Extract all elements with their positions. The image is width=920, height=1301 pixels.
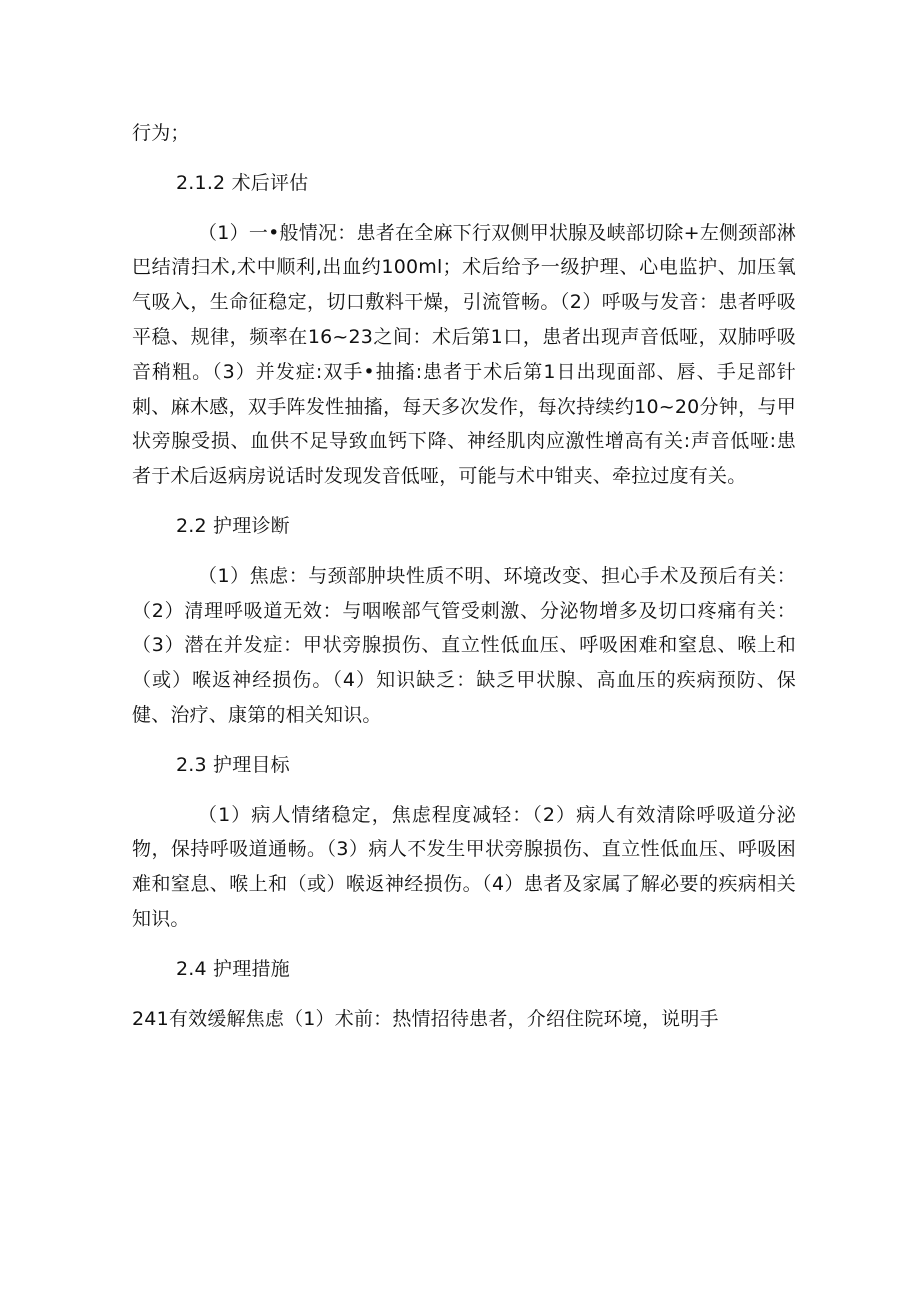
section-heading-postop-assessment: 2.1.2 术后评估 xyxy=(176,171,309,194)
section-body-postop-assessment: （1）一•般情况：患者在全麻下行双侧甲状腺及峡部切除+左侧颈部淋巴结清扫术,术中顺利,出血约100ml；术后给予一级护理、心电监护、加压氧气吸入，生命征稳定，切口敷料干燥，引流管畅。（2）呼吸与发音：患者呼吸平稳、规律，频率在16~23之间：术后第1口，患者出现声音低哑，双肺呼吸音稍粗。（3）并发症:双手•抽搐:患者于术后第1日出现面部、唇、手足部针刺、麻木感，双手阵发性抽搐，每天多次发作，每次持续约10~20分钟，与甲状旁腺受损、血供不足导致血钙下降、神经肌肉应激性增高有关:声音低哑:患者于术后返病房说话时发现发音低哑，可能与术中钳夹、牵拉过度有关。 xyxy=(132,221,796,488)
trailing-paragraph: 241有效缓解焦虑（1）术前：热情招待患者，介绍住院环境，说明手 xyxy=(132,1007,719,1030)
section-body-nursing-goals: （1）病人情绪稳定，焦虑程度减轻：（2）病人有效清除呼吸道分泌物，保持呼吸道通畅。（3）病人不发生甲状旁腺损伤、直立性低血压、呼吸困难和窒息、喉上和（或）喉返神经损伤。（4）患者及家属了解必要的疾病相关知识。 xyxy=(132,803,796,930)
section-heading-nursing-diagnosis: 2.2 护理诊断 xyxy=(176,514,290,537)
section-heading-nursing-goals: 2.3 护理目标 xyxy=(176,753,290,776)
lead-fragment: 行为； xyxy=(132,122,190,144)
document-body xyxy=(132,116,796,1036)
section-heading-nursing-measures: 2.4 护理措施 xyxy=(176,957,290,980)
section-body-nursing-diagnosis: （1）焦虑：与颈部肿块性质不明、环境改变、担心手术及预后有关：（2）清理呼吸道无效：与咽喉部气管受刺激、分泌物增多及切口疼痛有关：（3）潜在并发症：甲状旁腺损伤、直立性低血压、呼吸困难和窒息、喉上和（或）喉返神经损伤。（4）知识缺乏：缺乏甲状腺、高血压的疾病预防、保健、治疗、康第的相关知识。 xyxy=(132,564,796,726)
